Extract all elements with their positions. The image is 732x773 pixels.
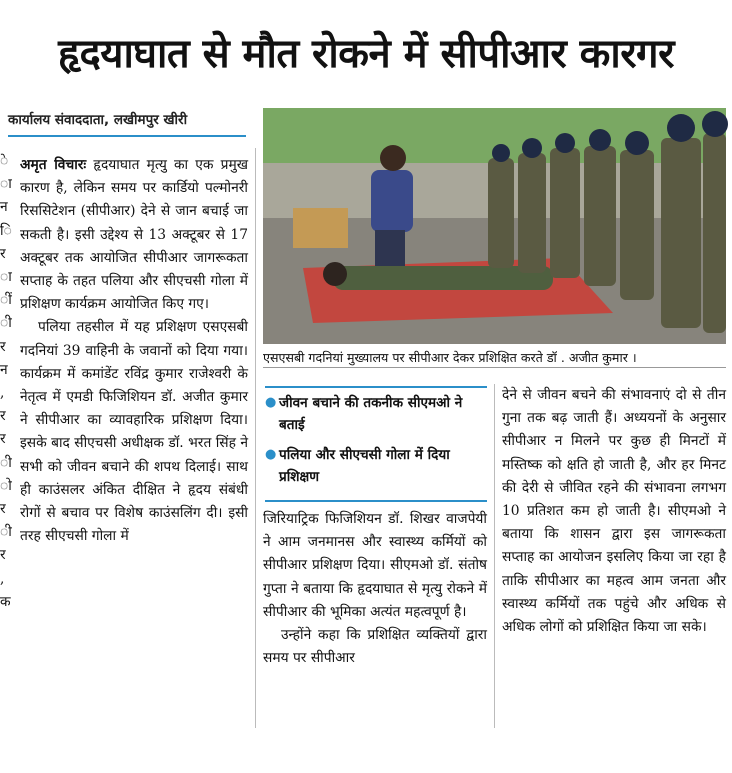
highlights-bottom-rule xyxy=(265,500,487,502)
highlights-box xyxy=(265,392,487,496)
column-2-paragraph-1: जिरियाट्रिक फिजिशियन डॉ. शिखर वाजपेयी ने आम जनमानस और स्वास्थ्य कर्मियों को सीपीआर प्रशिक्षण दिया। सीएमओ डॉ. संतोष गुप्ता ने बताया कि हृदयाघात से मृत्यु रोकने में सीपीआर की भूमिका अत्यंत महत्वपूर्ण है। xyxy=(263,511,487,620)
previous-story-cutoff xyxy=(0,0,732,10)
highlight-item: ● पलिया और सीएचसी गोला में दिया प्रशिक्षण xyxy=(265,444,487,488)
bullet-icon: ● xyxy=(265,395,277,410)
byline-rule xyxy=(8,135,246,137)
news-photo xyxy=(263,108,726,344)
column-3-paragraph-1: देने से जीवन बचने की संभावनाएं दो से तीन गुना तक बढ़ जाती हैं। अध्ययनों के अनुसार सीपीआर न मिलने पर कुछ ही मिनटों में मस्तिष्क को क्षति हो जाती है, और हर मिनट की देरी से जीवित रहने की संभावना लगभग 10 प्रतिशत कम हो जाती है। सीएमओ ने बताया कि शासन द्वारा इस जागरूकता सप्ताह का आयोजन इसलिए किया जा रहा है ताकि सीपीआर का महत्व आम जनता और स्वास्थ्य कर्मियों तक पहुंचे और अधिक से अधिक लोगों को प्रशिक्षित किया जा सके। xyxy=(502,387,726,636)
highlights-top-rule xyxy=(265,386,487,388)
column-2-paragraph-2: उन्होंने कहा कि प्रशिक्षित व्यक्तियों द्वारा समय पर सीपीआर xyxy=(263,627,487,667)
article-column-1 xyxy=(20,154,248,548)
byline: कार्यालय संवाददाता, लखीमपुर खीरी xyxy=(8,112,188,128)
lead-tag: अमृत विचारः xyxy=(20,157,87,173)
bullet-icon: ● xyxy=(265,447,277,462)
column-divider xyxy=(494,384,495,728)
next-story-headline-cutoff xyxy=(0,752,732,773)
column-1-paragraph-2: पलिया तहसील में यह प्रशिक्षण एसएसबी गदनियां 39 वाहिनी के जवानों को दिया गया। कार्यक्रम में कमांडेंट रविंद्र कुमार राजेश्वरी के नेतृत्व में एमडी फिजिशियन डॉ. अजीत कुमार ने सीपीआर का व्यावहारिक प्रशिक्षण दिया। इसके बाद सीएचसी अधीक्षक डॉ. भरत सिंह ने सभी को जीवन बचाने की शपथ दिलाई। साथ ही काउंसलर अंकित दीक्षित ने हृदय संबंधी रोगों से बचाव पर विशेष काउंसलिंग दी। इसी तरह सीएचसी गोला में xyxy=(20,319,248,545)
caption-rule xyxy=(263,367,726,368)
column-1-paragraph-1: हृदयाघात मृत्यु का एक प्रमुख कारण है, लेकिन समय पर कार्डियो पल्मोनरी रिससिटेशन (सीपीआर) देने से जान बचाई जा सकती है। इसी उद्देश्य से 13 अक्टूबर से 17 अक्टूबर तक आयोजित सीपीआर जागरूकता सप्ताह के तहत पलिया और सीएचसी गोला में प्रशिक्षण कार्यक्रम आयोजित किए गए। xyxy=(20,157,248,313)
article-column-3 xyxy=(502,384,726,639)
neighbour-column-edge: े ा न ि र ा ीं ी र न , र र ी ो र ी र , क xyxy=(0,153,12,610)
article-column-2 xyxy=(263,508,487,670)
column-divider xyxy=(255,148,256,728)
photo-caption: एसएसबी गदनियां मुख्यालय पर सीपीआर देकर प्रशिक्षित करते डॉ . अजीत कुमार । xyxy=(263,350,637,365)
headline: हृदयाघात से मौत रोकने में सीपीआर कारगर xyxy=(58,31,674,77)
cpr-training-photo-illustration xyxy=(263,108,726,344)
highlight-item: ● जीवन बचाने की तकनीक सीएमओ ने बताई xyxy=(265,392,487,436)
